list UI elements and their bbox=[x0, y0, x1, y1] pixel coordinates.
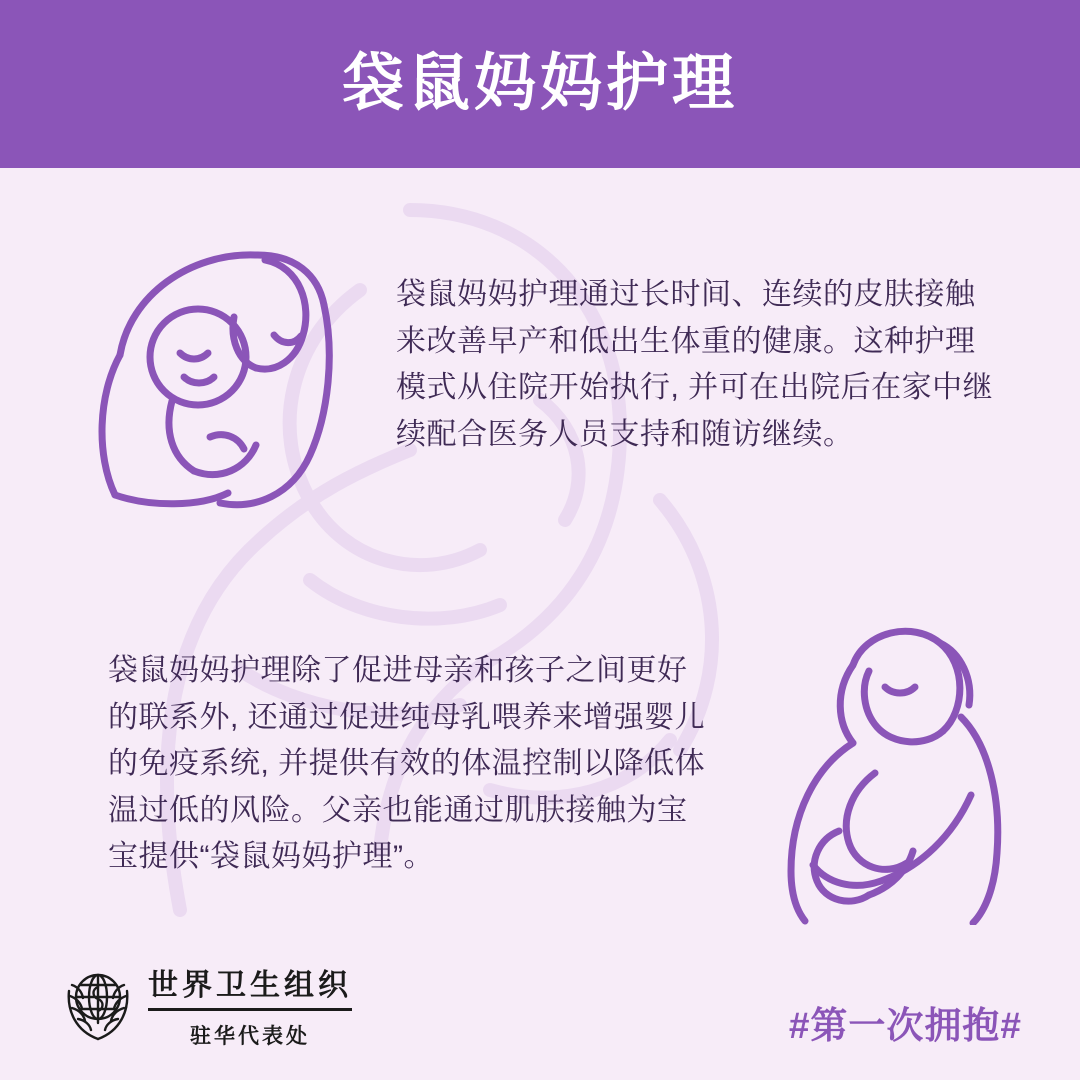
who-logo-block bbox=[62, 965, 352, 1050]
campaign-hashtag: #第一次拥抱# bbox=[788, 1005, 1022, 1046]
who-organization-name: 世界卫生组织 bbox=[148, 969, 352, 1011]
paragraph-top: 袋鼠妈妈护理通过长时间、连续的皮肤接触来改善早产和低出生体重的健康。这种护理模式从住院开始执行, 并可在出院后在家中继续配合医务人员支持和随访继续。 bbox=[396, 278, 994, 451]
header-bar bbox=[0, 0, 1080, 168]
page-title: 袋鼠妈妈护理 bbox=[341, 49, 738, 118]
who-emblem-icon bbox=[62, 965, 134, 1043]
mother-holding-baby-illustration bbox=[60, 205, 360, 515]
mother-breastfeeding-illustration bbox=[735, 595, 1035, 925]
paragraph-bottom: 袋鼠妈妈护理除了促进母亲和孩子之间更好的联系外, 还通过促进纯母乳喂养来增强婴儿的免疫系统, 并提供有效的体温控制以降低体温过低的风险。父亲也能通过肌肤接触为宝宝提供“袋鼠妈妈护理”。 bbox=[108, 654, 706, 873]
who-office-name: 驻华代表处 bbox=[190, 1025, 310, 1048]
who-text-block bbox=[148, 965, 352, 1050]
